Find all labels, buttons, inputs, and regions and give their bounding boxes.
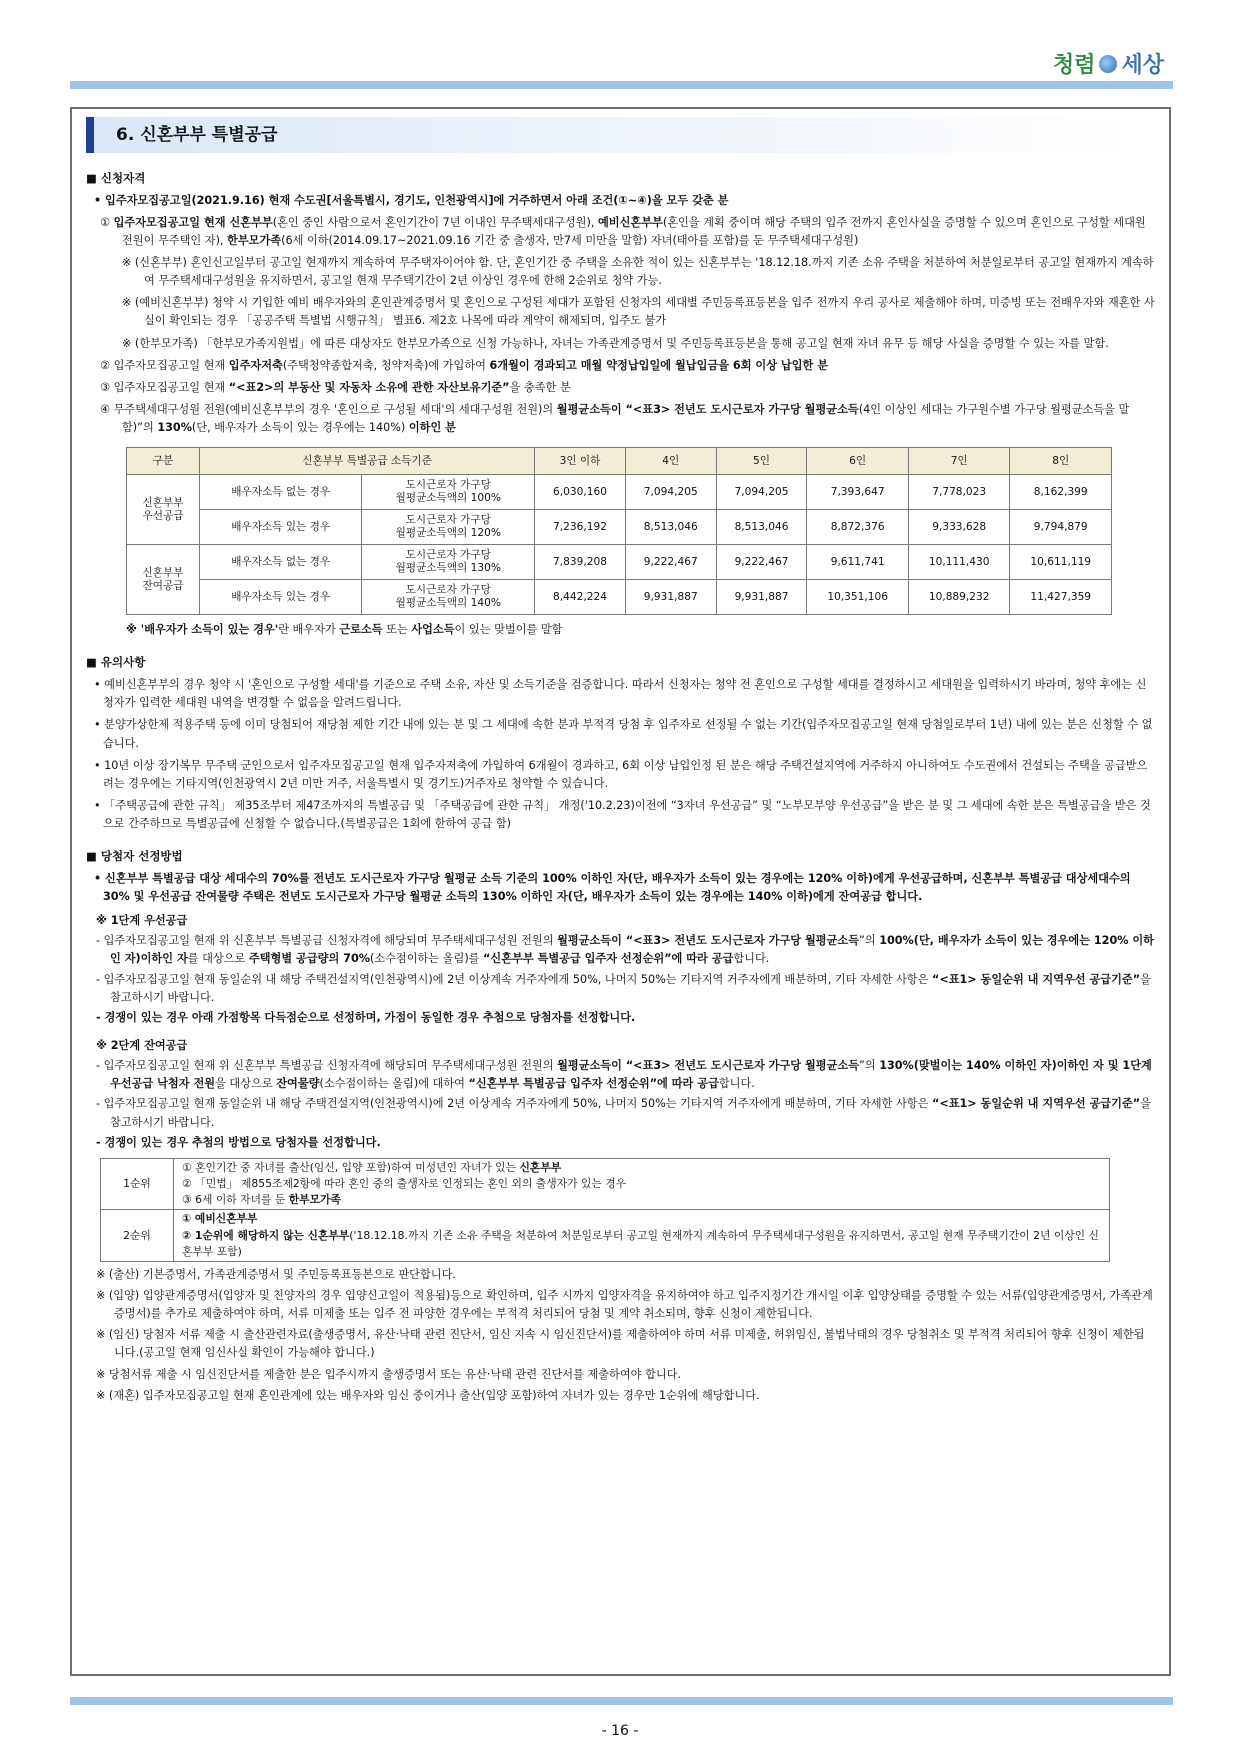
ranking-table bbox=[100, 1158, 1110, 1262]
note-remarriage: ※ (재혼) 입주자모집공고일 현재 혼인관계에 있는 배우자와 임신 중이거나 출산(입양 포함)하여 자녀가 있는 경우만 1순위에 해당합니다. bbox=[96, 1388, 760, 1402]
table-cell: 도시근로자 가구당 월평균소득액의 140% bbox=[362, 580, 535, 615]
table-row bbox=[127, 580, 1112, 615]
section-title: 6. 신혼부부 특별공급 bbox=[86, 117, 1136, 153]
step2-item-1: - 입주자모집공고일 현재 위 신혼부부 특별공급 신청자격에 해당되며 무주택세대구성원 전원의 월평균소득이 “<표3> 전년도 도시근로자 가구당 월평균소득”의 130%(맞벌이는 140% 이하인 자)이하인 자 및 1단계 우선공급 낙첨자 전원을 대상으로 잔여물량(소수점이하는 올림)에 대하여 “신혼부부 특별공급 입주자 선정순위”에 따라 공급합니다. bbox=[96, 1059, 1152, 1091]
logo-text-2: 세상 bbox=[1121, 53, 1164, 78]
header-rule bbox=[70, 81, 1173, 89]
rank-label-1: 1순위 bbox=[101, 1158, 174, 1210]
logo-text-1: 청렴 bbox=[1052, 53, 1096, 78]
selection-intro: • 신혼부부 특별공급 대상 세대수의 70%를 전년도 도시근로자 가구당 월평균 소득 기준의 100% 이하인 자(단, 배우자가 소득이 있는 경우에는 120% 이하)에게 우선공급하며, 신혼부부 특별공급 대상세대수의 30% 및 우선공급 잔여물량 주택은 전년도 도시근로자 가구당 월평균 소득의 130% 이하인 자(단, 배우자가 소득이 있는 경우에는 140% 이하)에게 잔여공급 합니다. bbox=[94, 870, 1155, 906]
page-content bbox=[86, 117, 1155, 1405]
table-row bbox=[101, 1210, 1110, 1262]
rank-1-criteria: ① 혼인기간 중 자녀를 출산(임신, 입양 포함)하여 미성년인 자녀가 있는 신혼부부 ② 「민법」 제855조제2항에 따라 혼인 중의 출생자로 인정되는 혼인 외의 출생자가 있는 경우 ③ 6세 이하 자녀를 둔 한부모가족 bbox=[174, 1158, 1110, 1210]
table-cell: 8,442,224 bbox=[535, 580, 626, 615]
table-cell: 9,222,467 bbox=[716, 545, 807, 580]
qualification-intro: • 입주자모집공고일(2021.9.16) 현재 수도권[서울특별시, 경기도, 인천광역시]에 거주하면서 아래 조건(①~④)을 모두 갖춘 분 bbox=[94, 192, 1155, 210]
table-cell: 도시근로자 가구당 월평균소득액의 120% bbox=[362, 510, 535, 545]
table-cell: 10,889,232 bbox=[908, 580, 1010, 615]
table-header-cell: 6인 bbox=[807, 448, 909, 475]
table-row bbox=[127, 545, 1112, 580]
note-prospective-newlyweds: ※ (예비신혼부부) 청약 시 기입한 예비 배우자와의 혼인관계증명서 및 혼인으로 구성된 세대가 포함된 신청자의 세대별 주민등록표등본을 입주 전까지 우리 공사로 제출해야 하며, 미증빙 또는 전배우자와 재혼한 사실이 확인되는 경우 「공공주택 특별법 시행규칙」 별표6. 제2호 나목에 따라 계약이 해제되며, 입주도 불가 bbox=[122, 296, 1155, 328]
note-single-parent: ※ (한부모가족) 「한부모가족지원법」에 따른 대상자도 한부모가족으로 신청 가능하나, 자녀는 가족관계증명서 및 주민등록표등본을 통해 공고일 현재 자녀 유무 등 해당 사실을 증명할 수 있는 자를 말함. bbox=[122, 336, 1109, 350]
table-cell: 6,030,160 bbox=[535, 475, 626, 510]
table-cell: 9,333,628 bbox=[908, 510, 1010, 545]
table-cell: 7,839,208 bbox=[535, 545, 626, 580]
table-row bbox=[101, 1158, 1110, 1210]
page-frame bbox=[70, 107, 1171, 1676]
table-cell: 10,611,119 bbox=[1010, 545, 1112, 580]
page-number: - 16 - bbox=[601, 1723, 639, 1739]
table-cell: 9,222,467 bbox=[625, 545, 716, 580]
table-header-cell: 4인 bbox=[625, 448, 716, 475]
income-standard-table bbox=[126, 447, 1112, 615]
cautions-heading: ■ 유의사항 bbox=[86, 653, 1155, 672]
table-cell: 배우자소득 있는 경우 bbox=[200, 580, 362, 615]
table-header-cell: 7인 bbox=[908, 448, 1010, 475]
note-newlyweds: ※ (신혼부부) 혼인신고일부터 공고일 현재까지 계속하여 무주택자이어야 함. 단, 혼인기간 중 주택을 소유한 적이 있는 신혼부부는 '18.12.18.까지 기존 소유 주택을 처분하여 처분일로부터 공고일 현재까지 계속하여 무주택세대구성원을 유지하면서, 공고일 현재 무주택기간이 2년 이상인 경우에 한해 2순위로 청약 가능. bbox=[122, 256, 1154, 288]
table-header-row bbox=[127, 448, 1112, 475]
step1-item-2: - 입주자모집공고일 현재 동일순위 내 해당 주택건설지역(인천광역시)에 2년 이상계속 거주자에게 50%, 나머지 50%는 기타지역 거주자에게 배분하며, 기타 자세한 사항은 “<표1> 동일순위 내 지역우선 공급기준”을 참고하시기 바랍니다. bbox=[96, 972, 1151, 1004]
table-cell: 9,931,887 bbox=[625, 580, 716, 615]
table-cell: 10,111,430 bbox=[908, 545, 1010, 580]
table-cell: 7,393,647 bbox=[807, 475, 909, 510]
table-cell: 7,778,023 bbox=[908, 475, 1010, 510]
table-cell: 7,094,205 bbox=[625, 475, 716, 510]
table-cell: 8,162,399 bbox=[1010, 475, 1112, 510]
income-table-footnote: ※ '배우자가 소득이 있는 경우'란 배우자가 근로소득 또는 사업소득이 있는 맞벌이를 말함 bbox=[126, 623, 563, 637]
table-cell: 7,094,205 bbox=[716, 475, 807, 510]
table-row bbox=[127, 475, 1112, 510]
table-cell: 8,513,046 bbox=[716, 510, 807, 545]
rank-label-2: 2순위 bbox=[101, 1210, 174, 1262]
note-adoption: ※ (입양) 입양관계증명서(입양자 및 친양자의 경우 입양신고일이 적용됨)등으로 확인하며, 입주 시까지 입양자격을 유지하여야 하고 입주지정기간 개시일 이후 입양상태를 증명할 수 있는 서류(입양관계증명서, 가족관계증명서)를 추가로 제출하여야 하며, 서류 미제출 또는 입주 전 파양한 경우에는 부적격 처리되어 당첨 및 계약 취소되며, 향후 신청이 제한됩니다. bbox=[96, 1289, 1153, 1321]
caution-item: • 예비신혼부부의 경우 청약 시 '혼인으로 구성할 세대'를 기준으로 주택 소유, 자산 및 소득기준을 검증합니다. 따라서 신청자는 청약 전 혼인으로 구성할 세대를 결정하시고 세대원을 입력하시기 바라며, 청약 후에는 신청자가 입력한 세대원 내역을 변경할 수 없음을 알려드립니다. bbox=[94, 676, 1155, 712]
table-cell: 배우자소득 있는 경우 bbox=[200, 510, 362, 545]
note-birth: ※ (출산) 기본증명서, 가족관계증명서 및 주민등록표등본으로 판단합니다. bbox=[96, 1267, 456, 1281]
table-header-cell: 신혼부부 특별공급 소득기준 bbox=[200, 448, 535, 475]
table-cell: 도시근로자 가구당 월평균소득액의 100% bbox=[362, 475, 535, 510]
selection-heading: ■ 당첨자 선정방법 bbox=[86, 847, 1155, 866]
group-remaining-supply: 신혼부부 잔여공급 bbox=[127, 545, 200, 615]
table-cell: 도시근로자 가구당 월평균소득액의 130% bbox=[362, 545, 535, 580]
step2-item-2: - 입주자모집공고일 현재 동일순위 내 해당 주택건설지역(인천광역시)에 2년 이상계속 거주자에게 50%, 나머지 50%는 기타지역 거주자에게 배분하며, 기타 자세한 사항은 “<표1> 동일순위 내 지역우선 공급기준”을 참고하시기 바랍니다. bbox=[96, 1097, 1151, 1129]
condition-1: ① 입주자모집공고일 현재 신혼부부(혼인 중인 사람으로서 혼인기간이 7년 이내인 무주택세대구성원), 예비신혼부부(혼인을 계획 중이며 해당 주택의 입주 전까지 혼인사실을 증명할 수 있으며 혼인으로 구성할 세대원 전원이 무주택인 자), 한부모가족(6세 이하(2014.09.17~2021.09.16 기간 중 출생자, 만7세 미만을 말함) 자녀(태아를 포함)를 둔 무주택세대구성원) bbox=[100, 215, 1146, 247]
group-priority-supply: 신혼부부 우선공급 bbox=[127, 475, 200, 545]
condition-4: ④ 무주택세대구성원 전원(예비신혼부부의 경우 '혼인으로 구성될 세대'의 세대구성원 전원)의 월평균소득이 “<표3> 전년도 도시근로자 가구당 월평균소득(4인 이상인 세대는 가구원수별 가구당 월평균소득을 말함)”의 130%(단, 배우자가 소득이 있는 경우에는 140%) 이하인 분 bbox=[100, 403, 1130, 435]
note-pregnancy-docs: ※ 당첨서류 제출 시 임신진단서를 제출한 분은 입주시까지 출생증명서 또는 유산·낙태 관련 진단서를 제출하여야 합니다. bbox=[96, 1367, 682, 1381]
table-cell: 배우자소득 없는 경우 bbox=[200, 545, 362, 580]
table-header-cell: 8인 bbox=[1010, 448, 1112, 475]
table-header-cell: 3인 이하 bbox=[535, 448, 626, 475]
logo-emblem-icon bbox=[1099, 55, 1117, 73]
table-cell: 배우자소득 없는 경우 bbox=[200, 475, 362, 510]
caution-item: • 「주택공급에 관한 규칙」 제35조부터 제47조까지의 특별공급 및 「주택공급에 관한 규칙」 개정('10.2.23)이전에 “3자녀 우선공급” 및 “노부모부양 우선공급”을 받은 분 및 그 세대에 속한 분은 특별공급을 받은 것으로 간주하므로 특별공급에 신청할 수 없습니다.(특별공급은 1회에 한하여 공급 함) bbox=[94, 797, 1155, 833]
table-cell: 7,236,192 bbox=[535, 510, 626, 545]
condition-2: ② 입주자모집공고일 현재 입주자저축(주택청약종합저축, 청약저축)에 가입하여 6개월이 경과되고 매월 약정납입일에 월납입금을 6회 이상 납입한 분 bbox=[100, 358, 829, 372]
caution-item: • 분양가상한제 적용주택 등에 이미 당첨되어 재당첨 제한 기간 내에 있는 분 및 그 세대에 속한 분과 부적격 당첨 후 입주자로 선정될 수 없는 기간(입주자모집공고일 현재 당첨일로부터 1년) 내에 있는 분은 신청할 수 없습니다. bbox=[94, 716, 1155, 752]
table-cell: 9,611,741 bbox=[807, 545, 909, 580]
step1-item-3: - 경쟁이 있는 경우 아래 가점항목 다득점순으로 선정하며, 가점이 동일한 경우 추첨으로 당첨자를 선정합니다. bbox=[96, 1010, 636, 1024]
rank-2-criteria: ① 예비신혼부부 ② 1순위에 해당하지 않는 신혼부부('18.12.18.까지 기존 소유 주택을 처분하여 처분일로부터 공고일 현재까지 계속하여 무주택세대구성원을 유지하면서, 공고일 현재 무주택기간이 2년 이상인 신혼부부 포함) bbox=[174, 1210, 1110, 1262]
table-cell: 8,872,376 bbox=[807, 510, 909, 545]
table-cell: 9,794,879 bbox=[1010, 510, 1112, 545]
table-cell: 8,513,046 bbox=[625, 510, 716, 545]
step1-item-1: - 입주자모집공고일 현재 위 신혼부부 특별공급 신청자격에 해당되며 무주택세대구성원 전원의 월평균소득이 “<표3> 전년도 도시근로자 가구당 월평균소득”의 100%(단, 배우자가 소득이 있는 경우에는 120% 이하인 자)이하인 자를 대상으로 주택형별 공급량의 70%(소수점이하는 올림)를 “신혼부부 특별공급 입주자 선정순위”에 따라 공급합니다. bbox=[96, 934, 1154, 966]
qualification-heading: ■ 신청자격 bbox=[86, 169, 1155, 188]
step2-item-3: - 경쟁이 있는 경우 추첨의 방법으로 당첨자를 선정합니다. bbox=[96, 1135, 381, 1149]
table-header-cell: 5인 bbox=[716, 448, 807, 475]
condition-3: ③ 입주자모집공고일 현재 “<표2>의 부동산 및 자동차 소유에 관한 자산보유기준”을 충족한 분 bbox=[100, 380, 571, 394]
step2-heading: ※ 2단계 잔여공급 bbox=[96, 1038, 188, 1052]
table-cell: 11,427,359 bbox=[1010, 580, 1112, 615]
note-pregnancy: ※ (임신) 당첨자 서류 제출 시 출산관련자료(출생증명서, 유산·낙태 관련 진단서, 임신 지속 시 임신진단서)를 제출하여야 하며 서류 미제출, 허위임신, 불법낙태의 경우 당첨취소 및 부적격 처리되어 향후 신청이 제한됩니다.(공고일 현재 임신사실 확인이 가능해야 합니다.) bbox=[96, 1328, 1145, 1360]
table-row bbox=[127, 510, 1112, 545]
footer-rule bbox=[70, 1697, 1173, 1705]
table-header-cell: 구분 bbox=[127, 448, 200, 475]
step1-heading: ※ 1단계 우선공급 bbox=[96, 914, 188, 928]
caution-item: • 10년 이상 장기복무 무주택 군인으로서 입주자모집공고일 현재 입주자저축에 가입하여 6개월이 경과하고, 6회 이상 납입인정 된 분은 해당 주택건설지역에 거주하지 아니하여도 수도권에서 건설되는 주택을 공급받으려는 경우에는 기타지역(인천광역시 2년 미만 거주, 서울특별시 및 경기도)거주자로 청약할 수 있습니다. bbox=[94, 757, 1155, 793]
table-cell: 9,931,887 bbox=[716, 580, 807, 615]
table-cell: 10,351,106 bbox=[807, 580, 909, 615]
integrity-logo bbox=[1053, 48, 1164, 79]
